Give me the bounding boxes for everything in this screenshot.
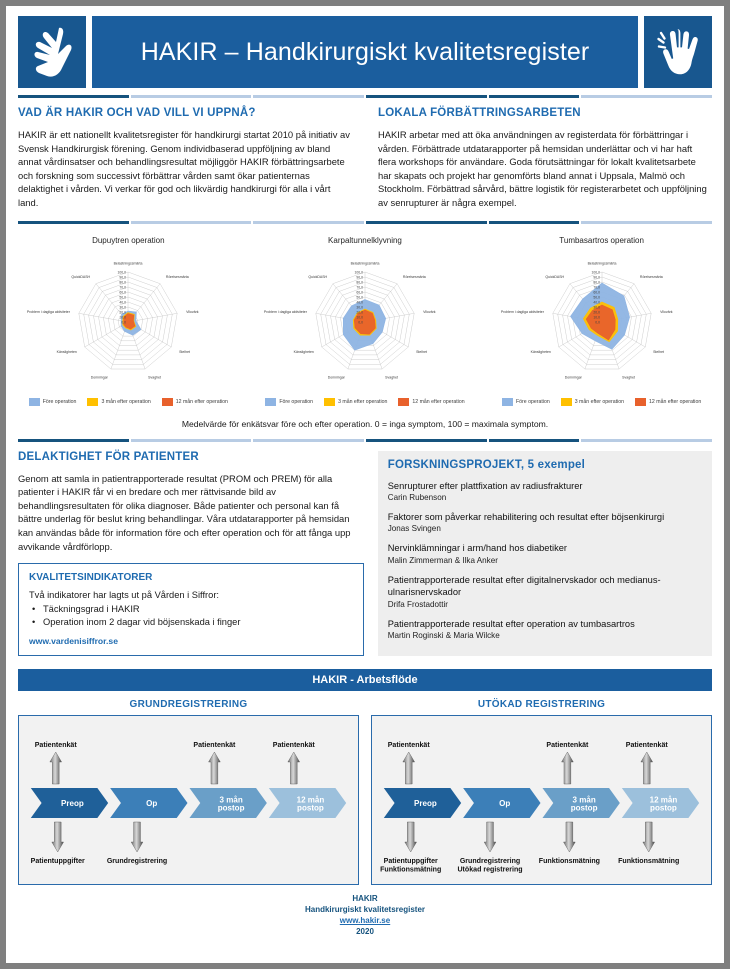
legend-label: 3 mån efter operation <box>574 398 625 405</box>
svg-text:Preop: Preop <box>61 799 84 809</box>
quality-indicators-box <box>18 563 364 656</box>
project-authors: Carin Rubenson <box>387 492 447 502</box>
svg-text:20,0: 20,0 <box>592 310 600 315</box>
svg-text:Domningar: Domningar <box>564 375 582 380</box>
legend-label: 12 mån efter operation <box>175 398 228 405</box>
legend-item <box>162 398 228 406</box>
workflow-panel-basic <box>18 699 359 885</box>
page-title: HAKIR – Handkirurgiskt kvalitetsregister <box>140 37 590 66</box>
svg-text:Patientenkät: Patientenkät <box>272 741 315 750</box>
svg-text:20,0: 20,0 <box>119 310 127 315</box>
project-title: Patientrapporterade resultat efter digitalnervskador och medianus-ulnarisnervskador <box>387 574 661 598</box>
legend-swatch <box>87 398 98 406</box>
legend-label: Före operation <box>42 398 77 405</box>
svg-text:70,0: 70,0 <box>356 285 363 290</box>
participation-heading: DELAKTIGHET FÖR PATIENTER <box>18 450 199 463</box>
svg-text:50,0: 50,0 <box>592 295 600 300</box>
about-column <box>18 107 352 210</box>
svg-text:Grundregistrering: Grundregistrering <box>459 857 521 866</box>
svg-text:Funktionsmätning: Funktionsmätning <box>538 857 600 866</box>
svg-text:0,0: 0,0 <box>358 320 363 325</box>
svg-text:70,0: 70,0 <box>592 285 600 290</box>
divider-mid <box>18 439 712 442</box>
svg-text:Patientuppgifter: Patientuppgifter <box>383 857 438 866</box>
svg-text:3 mån: 3 mån <box>219 795 243 805</box>
svg-text:Domningar: Domningar <box>91 375 109 380</box>
svg-text:0,0: 0,0 <box>121 320 127 325</box>
svg-text:Patientenkät: Patientenkät <box>387 741 430 750</box>
svg-text:Patientenkät: Patientenkät <box>625 741 668 750</box>
svg-text:QuickDASH: QuickDASH <box>308 274 328 279</box>
svg-text:Vilovärk: Vilovärk <box>659 309 673 314</box>
svg-text:Stelhet: Stelhet <box>179 349 191 354</box>
legend-item <box>502 398 550 406</box>
svg-text:40,0: 40,0 <box>592 300 600 305</box>
svg-text:Vilovärk: Vilovärk <box>423 309 436 314</box>
workflow-diagram <box>371 715 712 885</box>
svg-text:60,0: 60,0 <box>592 290 600 295</box>
legend-swatch <box>265 398 276 406</box>
svg-text:80,0: 80,0 <box>119 280 127 285</box>
mid-section <box>18 451 712 657</box>
legend-swatch <box>561 398 572 406</box>
svg-text:Op: Op <box>146 799 158 809</box>
research-project <box>388 542 702 564</box>
workflow-row <box>18 699 712 885</box>
about-heading: VAD ÄR HAKIR OCH VAD VILL VI UPPNÅ? <box>18 107 256 119</box>
legend-label: 3 mån efter operation <box>338 398 388 405</box>
svg-text:30,0: 30,0 <box>592 305 600 310</box>
workflow-diagram <box>18 715 359 885</box>
svg-text:Belastningssmärta: Belastningssmärta <box>113 260 143 265</box>
svg-text:100,0: 100,0 <box>117 270 127 275</box>
svg-text:80,0: 80,0 <box>356 280 363 285</box>
svg-text:Svaghet: Svaghet <box>385 375 398 380</box>
svg-text:90,0: 90,0 <box>119 275 127 280</box>
svg-text:20,0: 20,0 <box>356 310 363 315</box>
legend-swatch <box>398 398 409 406</box>
intro-columns <box>18 107 712 210</box>
header-title-bar <box>92 16 638 88</box>
footer-year: 2020 <box>356 927 374 937</box>
radar-canvas <box>483 246 720 396</box>
legend-label: 12 mån efter operation <box>649 398 702 405</box>
svg-text:3 mån: 3 mån <box>572 795 596 805</box>
svg-text:Rörelsesmärta: Rörelsesmärta <box>402 274 426 279</box>
chart-legend <box>10 398 247 406</box>
chart-caption: Medelvärde för enkätsvar före och efter operation. 0 = inga symptom, 100 = maximala symptom. <box>181 418 549 429</box>
svg-text:Känsligheten: Känsligheten <box>56 349 78 354</box>
local-improvements-column <box>378 107 712 210</box>
svg-text:Patientenkät: Patientenkät <box>34 741 77 750</box>
indicators-heading: KVALITETSINDIKATORER <box>29 572 153 584</box>
svg-text:Stelhet: Stelhet <box>416 349 427 354</box>
research-heading: FORSKNINGSPROJEKT, 5 exempel <box>387 458 586 471</box>
project-title: Nervinklämningar i arm/hand hos diabetiker <box>387 543 568 554</box>
indicators-list <box>29 603 353 629</box>
project-authors: Jonas Svingen <box>387 524 441 534</box>
svg-text:Grundregistrering: Grundregistrering <box>106 857 168 866</box>
research-column <box>378 451 712 657</box>
svg-text:12 mån: 12 mån <box>296 795 325 805</box>
svg-text:70,0: 70,0 <box>119 285 127 290</box>
svg-text:Problem i dagliga aktiviteter: Problem i dagliga aktiviteter <box>27 309 71 314</box>
svg-text:50,0: 50,0 <box>119 295 127 300</box>
svg-text:Vilovärk: Vilovärk <box>186 309 199 314</box>
svg-text:Patientenkät: Patientenkät <box>193 741 236 750</box>
svg-text:Utökad registrering: Utökad registrering <box>457 865 523 874</box>
divider-charts <box>18 221 712 224</box>
svg-text:90,0: 90,0 <box>592 275 600 280</box>
legend-swatch <box>29 398 40 406</box>
workflow-heading: GRUNDREGISTRERING <box>129 699 248 711</box>
svg-text:40,0: 40,0 <box>356 300 363 305</box>
indicators-lead: Två indikatorer har lagts ut på Vården i Siffror: <box>29 590 219 601</box>
radar-canvas <box>10 246 247 396</box>
project-authors: Martin Roginski & Maria Wilcke <box>387 631 500 640</box>
project-authors: Drifa Frostadottir <box>387 599 448 609</box>
svg-text:Op: Op <box>499 799 511 809</box>
svg-text:Patientenkät: Patientenkät <box>546 741 589 750</box>
legend-item <box>87 398 150 406</box>
legend-item <box>324 398 387 406</box>
svg-text:QuickDASH: QuickDASH <box>544 274 564 279</box>
poster-root <box>6 6 724 963</box>
svg-text:postop: postop <box>570 803 598 813</box>
workflow-panel-extended <box>371 699 712 885</box>
hand-logo-right-icon <box>644 16 712 88</box>
radar-canvas <box>247 246 484 396</box>
svg-text:Problem i dagliga aktiviteter: Problem i dagliga aktiviteter <box>500 309 544 314</box>
footer-subtitle: Handkirurgiskt kvalitetsregister <box>304 905 426 915</box>
svg-text:Problem i dagliga aktiviteter: Problem i dagliga aktiviteter <box>263 309 307 314</box>
legend-label: Före operation <box>515 398 550 405</box>
poster-header <box>18 16 712 88</box>
svg-text:10,0: 10,0 <box>119 315 127 320</box>
radar-chart-tumbasartros <box>483 236 720 406</box>
vardenisiffror-link[interactable]: www.vardenisiffror.se <box>29 636 118 647</box>
local-heading: LOKALA FÖRBÄTTRINGSARBETEN <box>378 107 581 119</box>
hakir-link[interactable]: www.hakir.se <box>339 916 391 926</box>
svg-text:Rörelsesmärta: Rörelsesmärta <box>166 274 190 279</box>
legend-label: 3 mån efter operation <box>101 398 151 405</box>
participation-column <box>18 451 364 657</box>
legend-swatch <box>162 398 173 406</box>
svg-text:30,0: 30,0 <box>356 305 363 310</box>
workflow-heading: UTÖKAD REGISTRERING <box>477 699 606 711</box>
poster-footer <box>6 893 724 937</box>
svg-text:60,0: 60,0 <box>119 290 127 295</box>
svg-text:10,0: 10,0 <box>356 315 363 320</box>
chart-title: Karpaltunnelklyvning <box>328 235 402 245</box>
legend-swatch <box>635 398 646 406</box>
svg-text:Preop: Preop <box>414 799 437 809</box>
legend-item <box>398 398 464 406</box>
workflow-banner: HAKIR - Arbetsflöde <box>18 669 712 691</box>
radar-chart-dupuytren <box>10 236 247 406</box>
svg-text:QuickDASH: QuickDASH <box>71 274 91 279</box>
research-project <box>388 480 702 502</box>
svg-text:Svaghet: Svaghet <box>148 375 162 380</box>
local-body: HAKIR arbetar med att öka användningen av registerdata för förbättringar i vården. Förbättrade utdatarapporter på hemsidan underlättar och vi har haft flera workshops för användare. Goda förutsättningar för lokalt kvalitetsarbete har skapats och projekt har genomförts bland annat i Uppsala, Malmö och Stockholm. Förbättrad sårvård, bättre logistik för registerarbetet och uppföljning av senrupturer är några exempel. <box>378 129 707 208</box>
svg-text:Belastningssmärta: Belastningssmärta <box>587 260 616 265</box>
svg-text:Stelhet: Stelhet <box>652 349 664 354</box>
participation-body: Genom att samla in patientrapporterade resultat (PROM och PREM) för alla patienter i HAKIR får vi en bredare och mer rättvisande bild av behandlingsresultaten för olika diagnoser. Både patienter och personal kan få bättre underlag för beslut kring behandlingar. Våra utdatarapporter på hemsidan kan användas både för information före och efter operation och för att fånga upp avvikande vårdförlopp. <box>18 472 351 552</box>
legend-item <box>635 398 701 406</box>
svg-text:30,0: 30,0 <box>119 305 127 310</box>
divider-top <box>18 95 712 98</box>
svg-text:Känsligheten: Känsligheten <box>530 349 551 354</box>
chart-title: Dupuytren operation <box>92 235 165 245</box>
svg-text:90,0: 90,0 <box>356 275 363 280</box>
research-project <box>388 574 702 609</box>
list-item: • Täckningsgrad i HAKIR <box>29 603 353 616</box>
svg-text:Funktionsmätning: Funktionsmätning <box>618 857 680 866</box>
svg-text:50,0: 50,0 <box>356 295 363 300</box>
project-title: Senrupturer efter plattfixation av radiusfrakturer <box>387 480 583 491</box>
project-authors: Malin Zimmerman & Ilka Anker <box>387 555 498 565</box>
svg-text:0,0: 0,0 <box>594 320 600 325</box>
legend-label: 12 mån efter operation <box>412 398 465 405</box>
project-title: Faktorer som påverkar rehabilitering och resultat efter böjsenkirurgi <box>387 511 665 522</box>
legend-swatch <box>324 398 335 406</box>
legend-swatch <box>502 398 513 406</box>
svg-text:80,0: 80,0 <box>592 280 600 285</box>
about-body: HAKIR är ett nationellt kvalitetsregister för handkirurgi startat 2010 på initiativ av Svensk Handkirurgisk förening. Genom individbaserad uppföljning av bland annat vårdinsatser och behandlingsresultat möjliggör HAKIR förbättringsarbete och forskning som successivt förbättrar vården samt ökar patienternas delaktighet i vården. Vi verkar för god och likvärdig handkirurgi för alla i vårt land. <box>18 129 350 208</box>
svg-text:Svaghet: Svaghet <box>621 375 635 380</box>
svg-text:60,0: 60,0 <box>356 290 363 295</box>
list-item: • Operation inom 2 dagar vid böjsenskada i finger <box>29 616 353 629</box>
svg-text:Känsligheten: Känsligheten <box>293 349 314 354</box>
legend-item <box>265 398 313 406</box>
legend-label: Före operation <box>279 398 314 405</box>
research-project <box>388 511 702 533</box>
research-project-list <box>388 480 702 640</box>
svg-text:postop: postop <box>650 803 677 813</box>
research-project <box>388 618 702 640</box>
radar-chart-karpaltunnel <box>247 236 484 406</box>
svg-text:100,0: 100,0 <box>591 270 600 275</box>
legend-item <box>29 398 77 406</box>
svg-text:Belastningssmärta: Belastningssmärta <box>350 260 380 265</box>
chart-legend <box>483 398 720 406</box>
svg-text:100,0: 100,0 <box>354 270 363 275</box>
svg-text:Patientuppgifter: Patientuppgifter <box>30 857 85 866</box>
svg-text:postop: postop <box>297 803 324 813</box>
svg-text:Funktionsmätning: Funktionsmätning <box>380 865 442 874</box>
hand-logo-left-icon <box>18 16 86 88</box>
svg-text:40,0: 40,0 <box>119 300 127 305</box>
svg-text:12 mån: 12 mån <box>649 795 678 805</box>
chart-title: Tumbasartros operation <box>559 235 644 245</box>
legend-item <box>561 398 624 406</box>
project-title: Patientrapporterade resultat efter operation av tumbasartros <box>387 618 635 629</box>
chart-legend <box>247 398 484 406</box>
svg-text:postop: postop <box>217 803 245 813</box>
radar-chart-row <box>10 236 720 406</box>
svg-text:Rörelsesmärta: Rörelsesmärta <box>639 274 663 279</box>
svg-text:Domningar: Domningar <box>327 375 345 380</box>
footer-org: HAKIR <box>352 894 378 904</box>
svg-text:10,0: 10,0 <box>592 315 600 320</box>
